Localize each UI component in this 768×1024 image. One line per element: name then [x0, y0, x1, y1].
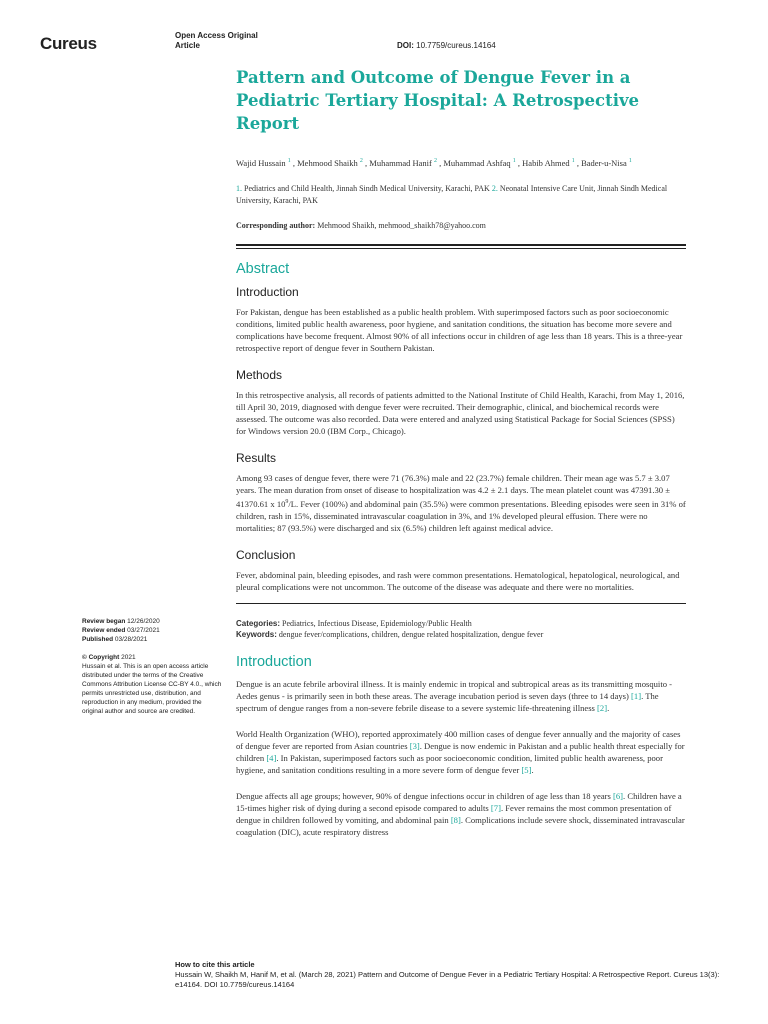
author[interactable]: Muhammad Ashfaq [443, 157, 511, 168]
text: . Fever remains the most common presentation of dengue in children followed by vomiting, and abdominal pain [236, 802, 672, 825]
author-aff[interactable]: 1 [287, 158, 291, 164]
text: . The spectrum of dengue ranges from a non-severe febrile disease to a severe systemic life-threatening illness [236, 690, 659, 713]
categories-label: Categories: [236, 618, 281, 628]
doi[interactable] [397, 41, 496, 50]
abstract-heading: Abstract [236, 260, 290, 277]
article-sidebar [82, 617, 222, 716]
abstract-intro-text: For Pakistan, dengue has been established as a public health problem. With superimposed factors such as poor socioeconomic conditions, limited public health awareness, poor hygiene, and sanitation conditions, the situation has become more severe and complications have become frequent. Almost 90% of all infections occur in children of age less than 18 years. This is a three-year retrospective report of dengue fever in Southern Pakistan. [236, 306, 683, 353]
reference-link[interactable]: [1] [631, 690, 642, 701]
text: . In Pakistan, superimposed factors such as poor socioeconomic condition, limited public health awareness, poor hygiene, and sanitation conditions resulting in a more severe form of dengue fever [236, 752, 663, 775]
reference-link[interactable]: [3] [409, 740, 420, 751]
author-aff[interactable]: 1 [512, 158, 516, 164]
categories [236, 618, 686, 629]
keywords-text: dengue fever/complications, children, dengue related hospitalization, dengue fever [278, 629, 544, 639]
author-aff[interactable]: 2 [433, 158, 437, 164]
author-list: Wajid Hussain $^1$ , Mehmood Shaikh $^2$ , Muhammad Hanif $^2$ , Muhammad Ashfaq $^1$ , Habib Ahmed $^1$ , Bader-u-Nisa $^1$ [236, 157, 632, 168]
text: . [531, 764, 534, 775]
divider [236, 603, 686, 604]
label: © Copyright [82, 654, 120, 661]
author-aff[interactable]: 1 [628, 158, 632, 164]
text: Dengue affects all age groups; however, 90% of dengue infections occur in children of age less than 18 years [236, 790, 614, 801]
value: 12/26/2020 [127, 618, 160, 625]
reference-link[interactable]: [5] [521, 764, 532, 775]
affiliations [236, 183, 686, 207]
corresponding-label: Corresponding author: [236, 220, 316, 230]
aff-text: Neonatal Intensive Care Unit, Jinnah Sindh Medical University, Karachi, PAK [236, 183, 668, 205]
text: . [607, 702, 610, 713]
text: World Health Organization (WHO), reported approximately 400 million cases of dengue fever annually and the majority of cases of dengue fever are reported from Asian countries [236, 728, 681, 751]
corresponding-author [236, 221, 686, 230]
abstract-intro-heading: Introduction [236, 284, 299, 299]
article-title: Pattern and Outcome of Dengue Fever in a Pediatric Tertiary Hospital: A Retrospective Report [236, 68, 640, 133]
doi-label: DOI: [397, 41, 414, 50]
value: 03/28/2021 [114, 636, 148, 643]
intro-paragraph [236, 790, 686, 838]
abstract-methods-heading: Methods [236, 367, 283, 382]
results-text-b: /L. Fever (100%) and abdominal pain (35.5%) were common presentations. Bleeding episodes were seen in 31% of children, rash in 15%, disseminated intravascular coagulation in 3%, and 1% developed pleural effusion. There were no mortalities; 87 (93.5%) were discharged and six (6.5%) children left against medical advice. [236, 498, 686, 533]
license-text: Hussain et al. This is an open access article distributed under the terms of the Creative Commons Attribution License CC-BY 4.0., which permits unrestricted use, distribution, and reproduction in any medium, provided the original author and source are credited. [82, 663, 222, 715]
journal-logo: Cureus [40, 34, 97, 53]
reference-link[interactable]: [4] [266, 752, 277, 763]
abstract-results-text [236, 472, 686, 534]
author[interactable]: Muhammad Hanif [369, 157, 432, 168]
label: Published [82, 636, 114, 643]
categories-text: Pediatrics, Infectious Disease, Epidemiology/Public Health [282, 618, 472, 628]
results-sup: 9 [285, 498, 289, 505]
keywords-label: Keywords: [236, 629, 277, 639]
article-type [175, 31, 258, 51]
reference-link[interactable]: [8] [450, 814, 461, 825]
article-main [236, 66, 686, 848]
keywords [236, 629, 686, 640]
review-ended [82, 626, 222, 635]
intro-paragraph [236, 728, 686, 776]
text: . Dengue is now endemic in Pakistan and a public health threat especially for children [236, 740, 685, 763]
published-date [82, 635, 222, 644]
abstract-conclusion-heading: Conclusion [236, 547, 296, 562]
aff-number: 2. [491, 183, 498, 193]
abstract-conclusion-text: Fever, abdominal pain, bleeding episodes, and rash were common presentations. Hematological, hepatological, neurological, and pleural complications were not uncommon. The outcome of the disease was adequate and there were no mortalities. [236, 569, 680, 592]
citation-footer [175, 960, 735, 990]
label: Review began [82, 618, 126, 625]
author[interactable]: Bader-u-Nisa [581, 157, 627, 168]
copyright [82, 653, 222, 662]
abstract-results-heading: Results [236, 450, 277, 465]
reference-link[interactable]: [7] [490, 802, 501, 813]
text: . Children have a 15-times higher risk of dying during a second episode compared to adults [236, 790, 682, 813]
article-type-line1: Open Access Original [175, 31, 258, 40]
intro-heading: Introduction [236, 653, 312, 670]
citation-heading: How to cite this article [175, 960, 255, 969]
corresponding-text: Mehmood Shaikh, mehmood_shaikh78@yahoo.com [317, 220, 486, 230]
author[interactable]: Habib Ahmed [522, 157, 570, 168]
reference-link[interactable]: [6] [613, 790, 624, 801]
citation-text: Hussain W, Shaikh M, Hanif M, et al. (March 28, 2021) Pattern and Outcome of Dengue Fever in a Pediatric Tertiary Hospital: A Retrospective Report. Cureus 13(3): e14164. DOI 10.7759/cureus.14164 [175, 970, 720, 989]
author-aff[interactable]: 1 [571, 158, 575, 164]
text: Dengue is an acute febrile arboviral illness. It is mainly endemic in tropical and subtropical areas as its transmitting mosquito - Aedes genus - is primarily seen in both these areas. The average incubation period is seven days (three to 14 days) [236, 678, 673, 701]
reference-link[interactable]: [2] [597, 702, 608, 713]
author[interactable]: Mehmood Shaikh [297, 157, 358, 168]
value: 2021 [121, 654, 136, 661]
aff-text: Pediatrics and Child Health, Jinnah Sindh Medical University, Karachi, PAK [244, 183, 490, 193]
author-aff[interactable]: 2 [359, 158, 363, 164]
label: Review ended [82, 627, 126, 634]
review-began [82, 617, 222, 626]
intro-paragraph [236, 678, 686, 714]
aff-number: 1. [236, 183, 242, 193]
author[interactable]: Wajid Hussain [236, 157, 286, 168]
spacer [82, 644, 222, 653]
article-type-line2: Article [175, 41, 200, 50]
divider [236, 244, 686, 249]
abstract-methods-text: In this retrospective analysis, all records of patients admitted to the National Institute of Child Health, Karachi, from May 1, 2016, till April 30, 2019, diagnosed with dengue fever were recruited. Their demographic, clinical, and biochemical records were assessed. The outcome was also recorded. Data were entered and analyzed using Statistical Package for Social Sciences (SPSS) for Windows version 20.0 (IBM Corp., Chicago). [236, 389, 685, 436]
doi-value[interactable]: 10.7759/cureus.14164 [416, 41, 496, 50]
value: 03/27/2021 [127, 627, 160, 634]
text: . Complications include severe shock, disseminated intravascular coagulation (DIC), acute respiratory distress [236, 814, 685, 837]
results-text-a: Among 93 cases of dengue fever, there were 71 (76.3%) male and 22 (23.7%) female children. Their mean age was 5.7 ± 3.07 years. The mean duration from onset of disease to hospitalization was 4.2 ± 2.1 days. The mean platelet count was 47391.30 ± 41370.61 x 10 [236, 472, 670, 509]
